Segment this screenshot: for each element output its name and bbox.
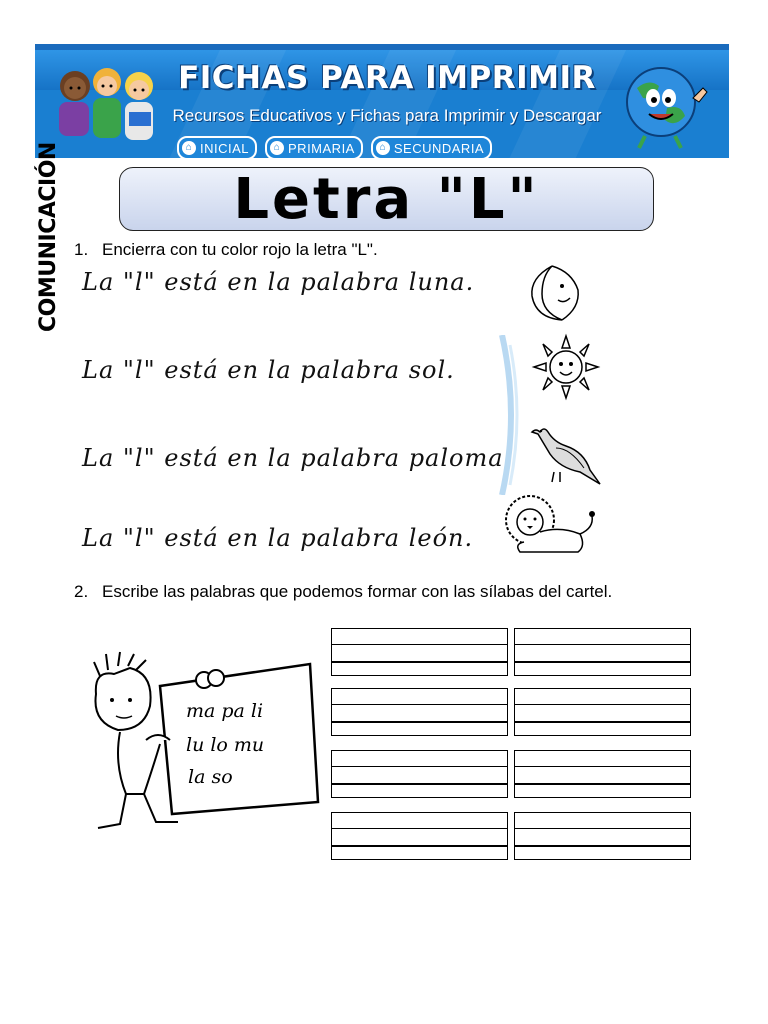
answer-box[interactable] [331, 688, 508, 736]
answer-box[interactable] [514, 628, 691, 676]
nav-secundaria-label: SECUNDARIA [393, 140, 485, 156]
sentence-luna: La "l" está en la palabra luna. [82, 268, 475, 296]
exercise-number: 1. [74, 240, 89, 259]
header-banner [35, 44, 729, 158]
globe-mascot-icon [615, 58, 715, 154]
answer-box[interactable] [514, 688, 691, 736]
nav-inicial-button[interactable] [177, 136, 257, 158]
sentence-paloma: La "l" está en la palabra paloma. [82, 444, 513, 472]
answer-box[interactable] [331, 812, 508, 860]
sign-row-2: lu lo mu [186, 734, 265, 756]
answer-box[interactable] [331, 750, 508, 798]
nav-bar [177, 136, 492, 158]
home-icon: ⌂ [182, 141, 196, 155]
site-title: FICHAS PARA IMPRIMIR [178, 60, 596, 96]
home-icon: ⌂ [376, 141, 390, 155]
answer-box[interactable] [514, 750, 691, 798]
exercise-2-instruction [74, 582, 612, 602]
title-box [119, 167, 654, 231]
site-subtitle: Recursos Educativos y Fichas para Imprimir y Descargar [172, 106, 602, 125]
page-title: Letra "L" [233, 167, 540, 232]
dove-icon [530, 418, 604, 486]
moon-icon [522, 262, 584, 324]
lion-icon [500, 492, 598, 558]
sentence-leon: La "l" está en la palabra león. [82, 524, 474, 552]
kids-illustration-icon [45, 56, 165, 158]
sentence-sol: La "l" está en la palabra sol. [82, 356, 455, 384]
subject-label: COMUNICACIÓN [36, 142, 61, 332]
nav-secundaria-button[interactable] [371, 136, 492, 158]
page-glare [498, 335, 520, 495]
sign-row-1: ma pa li [186, 700, 264, 722]
home-icon: ⌂ [270, 141, 284, 155]
exercise-number: 2. [74, 582, 89, 601]
sun-icon [530, 330, 602, 404]
nav-primaria-button[interactable] [265, 136, 363, 158]
nav-inicial-label: INICIAL [200, 140, 250, 156]
nav-primaria-label: PRIMARIA [288, 140, 355, 156]
instruction-text: Escribe las palabras que podemos formar con las sílabas del cartel. [102, 582, 613, 601]
answer-box[interactable] [514, 812, 691, 860]
exercise-1-instruction [74, 240, 378, 260]
sign-row-3: la so [188, 766, 233, 788]
answer-box[interactable] [331, 628, 508, 676]
instruction-text: Encierra con tu color rojo la letra "L". [102, 240, 378, 259]
